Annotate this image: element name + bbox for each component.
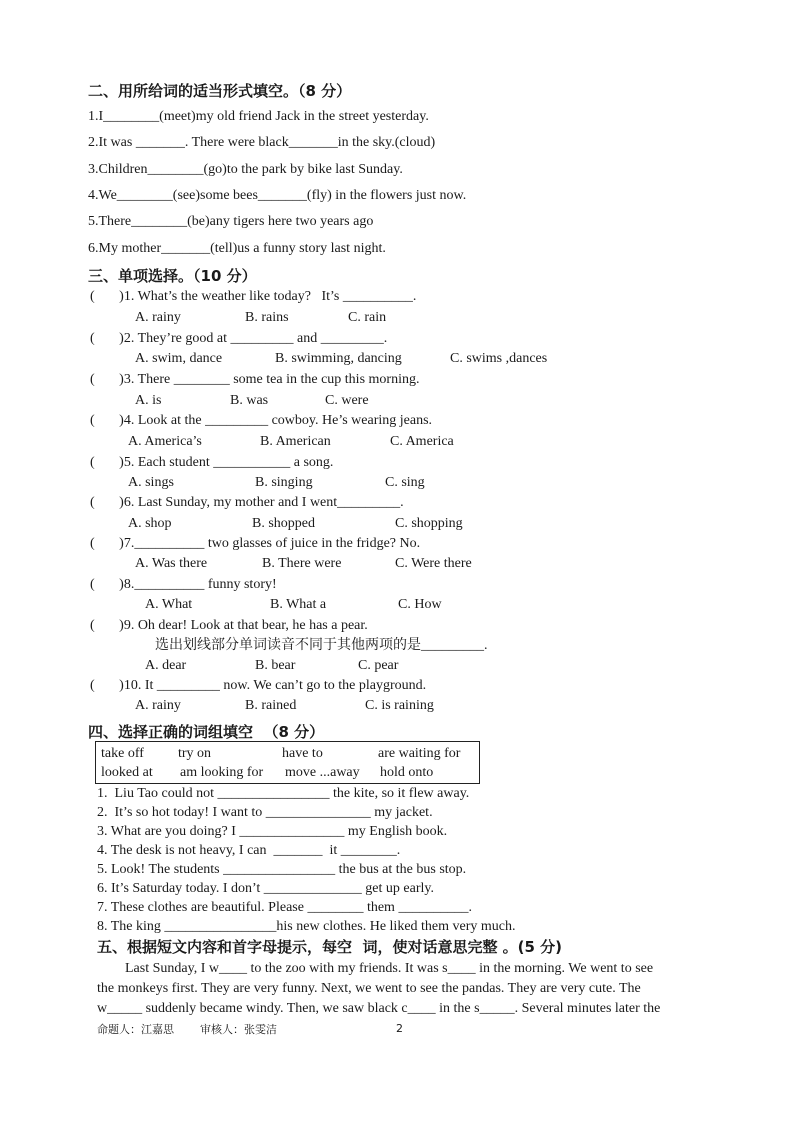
phrase-item-8: 8. The king ________________his new clothes. He liked them very much. — [97, 919, 516, 934]
mc-question-9: ( )9. Oh dear! Look at that bear, he has a pear. — [90, 618, 368, 633]
mc-option: C. sing — [385, 475, 425, 490]
mc-option: A. sings — [128, 475, 174, 490]
mc-question-6: ( )6. Last Sunday, my mother and I went_________. — [90, 495, 404, 510]
mc-option: A. shop — [128, 516, 172, 531]
mc-option: C. pear — [358, 658, 399, 673]
phrase: move ...away — [285, 765, 360, 780]
fill-item-4: 4.We________(see)some bees_______(fly) in the flowers just now. — [88, 188, 467, 203]
phrase-item-4: 4. The desk is not heavy, I can _______ it ________. — [97, 843, 401, 858]
mc-option: A. is — [135, 393, 162, 408]
mc-question-2: ( )2. They’re good at _________ and _________. — [90, 331, 388, 346]
mc-option: C. How — [398, 597, 442, 612]
phrase-item-7: 7. These clothes are beautiful. Please ________ them __________. — [97, 900, 472, 915]
mc-option: B. What a — [270, 597, 327, 612]
mc-question-8: ( )8.__________ funny story! — [90, 577, 277, 592]
mc-option: A. rainy — [135, 310, 181, 325]
mc-option: B. was — [230, 393, 269, 408]
mc-option: C. rain — [348, 310, 387, 325]
phrase: have to — [282, 746, 323, 761]
mc-option: A. rainy — [135, 698, 181, 713]
phrase-item-3: 3. What are you doing? I _______________ my English book. — [97, 824, 448, 839]
mc-option: A. swim, dance — [135, 351, 223, 366]
section-4-title: 四、选择正确的词组填空 （8 分） — [88, 723, 325, 741]
mc-option: B. bear — [255, 658, 296, 673]
mc-option: C. shopping — [395, 516, 463, 531]
phrase-item-6: 6. It’s Saturday today. I don’t ______________ get up early. — [97, 881, 434, 896]
mc-option: B. swimming, dancing — [275, 351, 402, 366]
section-2-title: 二、用所给词的适当形式填空。（8 分） — [88, 82, 352, 100]
mc-option: A. Was there — [135, 556, 208, 571]
fill-item-2: 2.It was _______. There were black_______in the sky.(cloud) — [88, 135, 436, 150]
mc-question-1: ( )1. What’s the weather like today? It’s __________. — [90, 289, 417, 304]
fill-item-1: 1.I________(meet)my old friend Jack in the street yesterday. — [88, 109, 429, 124]
passage-line-1: Last Sunday, I w____ to the zoo with my friends. It was s____ in the morning. We went to see — [125, 961, 654, 976]
fill-item-3: 3.Children________(go)to the park by bike last Sunday. — [88, 162, 403, 177]
mc-option: C. America — [390, 434, 454, 449]
mc-option: A. dear — [145, 658, 187, 673]
phrase: take off — [101, 746, 144, 761]
mc-option: B. rains — [245, 310, 289, 325]
mc-option: C. Were there — [395, 556, 472, 571]
mc-option: C. swims ,dances — [450, 351, 548, 366]
mc-option: B. shopped — [252, 516, 315, 531]
mc-option: C. were — [325, 393, 369, 408]
page-number: 2 — [396, 1022, 403, 1035]
passage-line-2: the monkeys first. They are very funny. Next, we went to see the pandas. They are very cute. The — [97, 981, 641, 996]
phrase: looked at — [101, 765, 153, 780]
mc-question-4: ( )4. Look at the _________ cowboy. He’s wearing jeans. — [90, 413, 433, 428]
phrase-item-5: 5. Look! The students ________________ the bus at the bus stop. — [97, 862, 467, 877]
mc-question-10: ( )10. It _________ now. We can’t go to the playground. — [90, 678, 427, 693]
phrase: are waiting for — [378, 746, 461, 761]
mc-option: B. singing — [255, 475, 313, 490]
mc-option: A. What — [145, 597, 193, 612]
section-5-title: 五、根据短文内容和首字母提示，每空 词，使对话意思完整 。(5 分) — [97, 938, 563, 956]
phrase: am looking for — [180, 765, 264, 780]
phrase: try on — [178, 746, 212, 761]
reviewer: 审核人：张雯洁 — [200, 1023, 277, 1036]
phrase-item-1: 1. Liu Tao could not ________________ the kite, so it flew away. — [97, 786, 470, 801]
mc-option: B. rained — [245, 698, 297, 713]
mc-option: B. American — [260, 434, 331, 449]
phrase-item-2: 2. It’s so hot today! I want to _______________ my jacket. — [97, 805, 433, 820]
passage-line-3: w_____ suddenly became windy. Then, we saw black c____ in the s_____. Several minutes later the — [97, 1001, 661, 1016]
mc-option: C. is raining — [365, 698, 434, 713]
fill-item-6: 6.My mother_______(tell)us a funny story last night. — [88, 241, 386, 256]
question-setter: 命题人：江嘉思 — [97, 1023, 174, 1036]
fill-item-5: 5.There________(be)any tigers here two years ago — [88, 214, 374, 229]
mc-option: B. There were — [262, 556, 342, 571]
mc-option: A. America’s — [128, 434, 202, 449]
mc-question-7: ( )7.__________ two glasses of juice in the fridge? No. — [90, 536, 421, 551]
mc-question-5: ( )5. Each student ___________ a song. — [90, 455, 334, 470]
mc-question-3: ( )3. There ________ some tea in the cup this morning. — [90, 372, 420, 387]
mc-question-9-instruction: 选出划线部分单词读音不同于其他两项的是_________. — [155, 638, 488, 653]
section-3-title: 三、单项选择。（10 分） — [88, 267, 257, 285]
phrase: hold onto — [380, 765, 434, 780]
